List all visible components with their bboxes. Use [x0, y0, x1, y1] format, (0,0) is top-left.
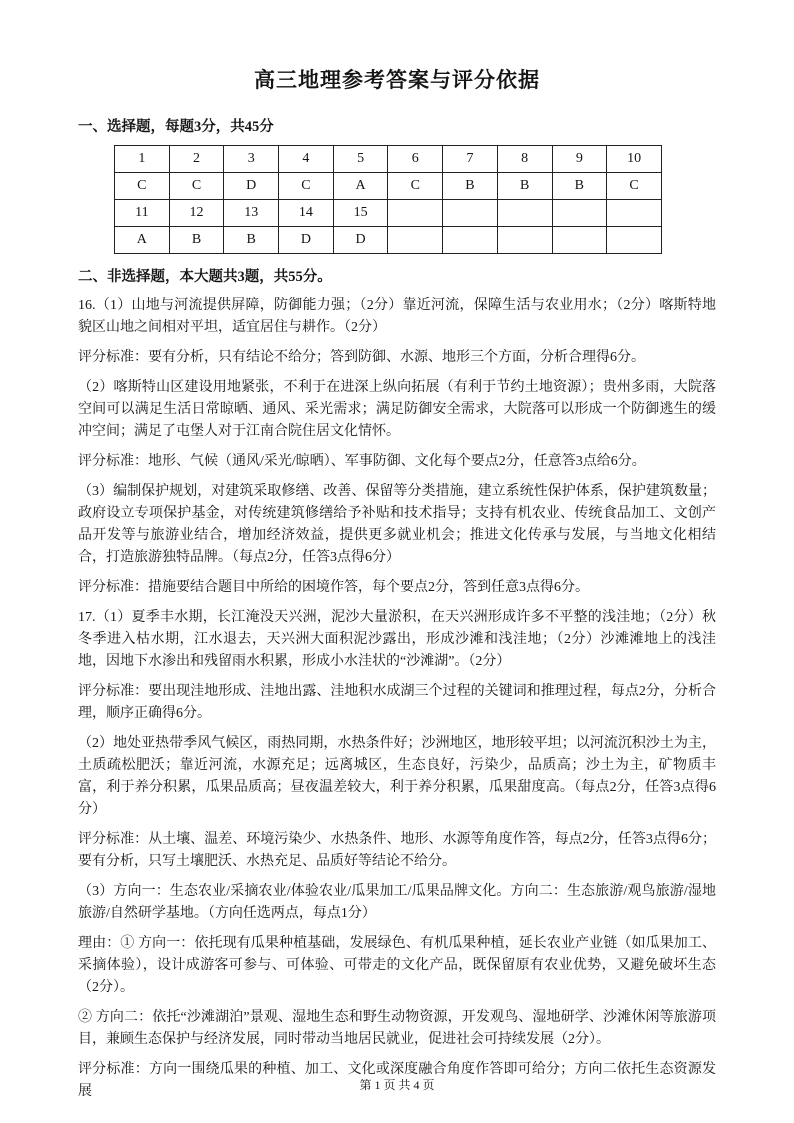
answer-paragraph: 评分标准：要出现洼地形成、洼地出露、洼地积水成湖三个过程的关键词和推理过程，每点2分，分析合理，顺序正确得6分。	[78, 684, 716, 721]
answer-table-cell: A	[115, 227, 170, 254]
section1-heading: 一、选择题，每题3分，共45分	[78, 119, 274, 135]
answer-paragraph: 评分标准：措施要结合题目中所给的困境作答，每个要点2分，答到任意3点得6分。	[78, 580, 589, 595]
answer-table-cell: 14	[279, 200, 334, 227]
answer-paragraph: （3）方向一：生态农业/采摘农业/体验农业/瓜果加工/瓜果品牌文化。方向二：生态旅游/观鸟旅游/湿地旅游/自然研学基地。（方向任选两点，每点1分）	[78, 884, 716, 921]
answer-body	[78, 295, 716, 1103]
answer-table-cell: D	[333, 227, 388, 254]
answer-table-cell: 13	[224, 200, 279, 227]
answer-table-cell	[443, 200, 498, 227]
answer-table-cell: A	[333, 173, 388, 200]
answer-table-cell: D	[279, 227, 334, 254]
answer-paragraph: 评分标准：地形、气候（通风/采光/晾晒）、军事防御、文化每个要点2分，任意答3点给6分。	[78, 454, 646, 469]
answer-table-cell	[388, 227, 443, 254]
answer-table-cell: 10	[607, 146, 662, 173]
answer-paragraph: 17.（1）夏季丰水期，长江淹没天兴洲，泥沙大量淤积，在天兴洲形成许多不平整的浅洼地；（2分）秋冬季进入枯水期，江水退去，天兴洲大面积泥沙露出，形成沙滩和浅洼地；（2分）沙滩滩地上的浅洼地，因地下水渗出和残留雨水积累，形成小水洼状的“沙滩湖”。（2分）	[78, 610, 716, 669]
answer-table-cell: C	[388, 173, 443, 200]
answer-paragraph: 评分标准：要有分析，只有结论不给分；答到防御、水源、地形三个方面，分析合理得6分。	[78, 350, 645, 365]
answer-paragraph: 评分标准：方向一围绕瓜果的种植、加工、文化或深度融合角度作答即可给分；方向二依托生态资源发展	[78, 1062, 716, 1099]
answer-table-cell	[607, 227, 662, 254]
answer-table-cell: 8	[497, 146, 552, 173]
answer-paragraph: ② 方向二：依托“沙滩湖泊”景观、湿地生态和野生动物资源，开发观鸟、湿地研学、沙滩休闲等旅游项目，兼顾生态保护与经济发展，同时带动当地居民就业，促进社会可持续发展（2分）。	[78, 1010, 716, 1047]
answer-table-cell	[443, 227, 498, 254]
answer-table-row	[115, 173, 662, 200]
answer-table-cell: 15	[333, 200, 388, 227]
answer-table-cell: 5	[333, 146, 388, 173]
answer-table-cell: C	[169, 173, 224, 200]
answer-table-row	[115, 200, 662, 227]
answer-table-cell: 3	[224, 146, 279, 173]
answer-paragraph: 评分标准：从土壤、温差、环境污染少、水热条件、地形、水源等角度作答，每点2分，任答3点得6分；要有分析，只写土壤肥沃、水热充足、品质好等结论不给分。	[78, 832, 716, 869]
answer-paragraph: （2）地处亚热带季风气候区，雨热同期，水热条件好；沙洲地区，地形较平坦；以河流沉积沙土为主，土质疏松肥沃；靠近河流，水源充足；远离城区，生态良好，污染少，品质高；沙土为主，矿物质丰富，利于养分积累，瓜果品质高；昼夜温差较大，利于养分积累，瓜果甜度高。（每点2分，任答3点得6分）	[78, 736, 716, 817]
answer-paragraph: 16.（1）山地与河流提供屏障，防御能力强；（2分）靠近河流，保障生活与农业用水；（2分）喀斯特地貌区山地之间相对平坦，适宜居住与耕作。（2分）	[78, 298, 716, 335]
answer-table-cell	[552, 227, 607, 254]
answer-table-cell: 4	[279, 146, 334, 173]
page-title: 高三地理参考答案与评分依据	[254, 68, 540, 92]
answer-table-cell: B	[224, 227, 279, 254]
answer-paragraph: （3）编制保护规划，对建筑采取修缮、改善、保留等分类措施，建立系统性保护体系，保护建筑数量；政府设立专项保护基金，对传统建筑修缮给予补贴和技术指导；支持有机农业、传统食品加工、文创产品开发等与旅游业结合，增加经济效益，提供更多就业机会；推进文化传承与发展，与当地文化相结合，打造旅游独特品牌。（每点2分，任答3点得6分）	[78, 484, 716, 565]
answer-table-cell	[388, 200, 443, 227]
answer-table-cell: D	[224, 173, 279, 200]
answer-table-row	[115, 227, 662, 254]
answer-table-cell: B	[169, 227, 224, 254]
answer-table-cell	[607, 200, 662, 227]
answer-table-cell: C	[279, 173, 334, 200]
answer-paragraph: 理由：① 方向一：依托现有瓜果种植基础，发展绿色、有机瓜果种植，延长农业产业链（如瓜果加工、采摘体验），设计成游客可参与、可体验、可带走的文化产品，既保留原有农业优势，又避免破坏生态（2分）。	[78, 936, 716, 995]
answer-table-cell: 12	[169, 200, 224, 227]
page-footer: 第 1 页 共 4 页	[359, 1078, 435, 1092]
answer-table-cell	[497, 227, 552, 254]
answer-table-cell: C	[607, 173, 662, 200]
answer-table-cell: B	[552, 173, 607, 200]
answer-paragraph: （2）喀斯特山区建设用地紧张，不利于在进深上纵向拓展（有利于节约土地资源）；贵州多雨，大院落空间可以满足生活日常晾晒、通风、采光需求；满足防御安全需求，大院落可以形成一个防御逃生的缓冲空间；满足了屯堡人对于江南合院住居文化情怀。	[78, 380, 716, 439]
answer-table-row	[115, 146, 662, 173]
answer-table-cell: B	[497, 173, 552, 200]
answer-table-cell: 11	[115, 200, 170, 227]
answer-table-cell: 7	[443, 146, 498, 173]
answer-table-cell: 9	[552, 146, 607, 173]
answer-table-cell	[497, 200, 552, 227]
answer-table-cell: 2	[169, 146, 224, 173]
answer-table-cell: B	[443, 173, 498, 200]
answer-table-cell	[552, 200, 607, 227]
answer-table-cell: C	[115, 173, 170, 200]
answer-table-cell: 6	[388, 146, 443, 173]
answer-table	[114, 145, 662, 254]
answer-table-cell: 1	[115, 146, 170, 173]
section2-heading: 二、非选择题，本大题共3题，共55分。	[78, 269, 332, 285]
